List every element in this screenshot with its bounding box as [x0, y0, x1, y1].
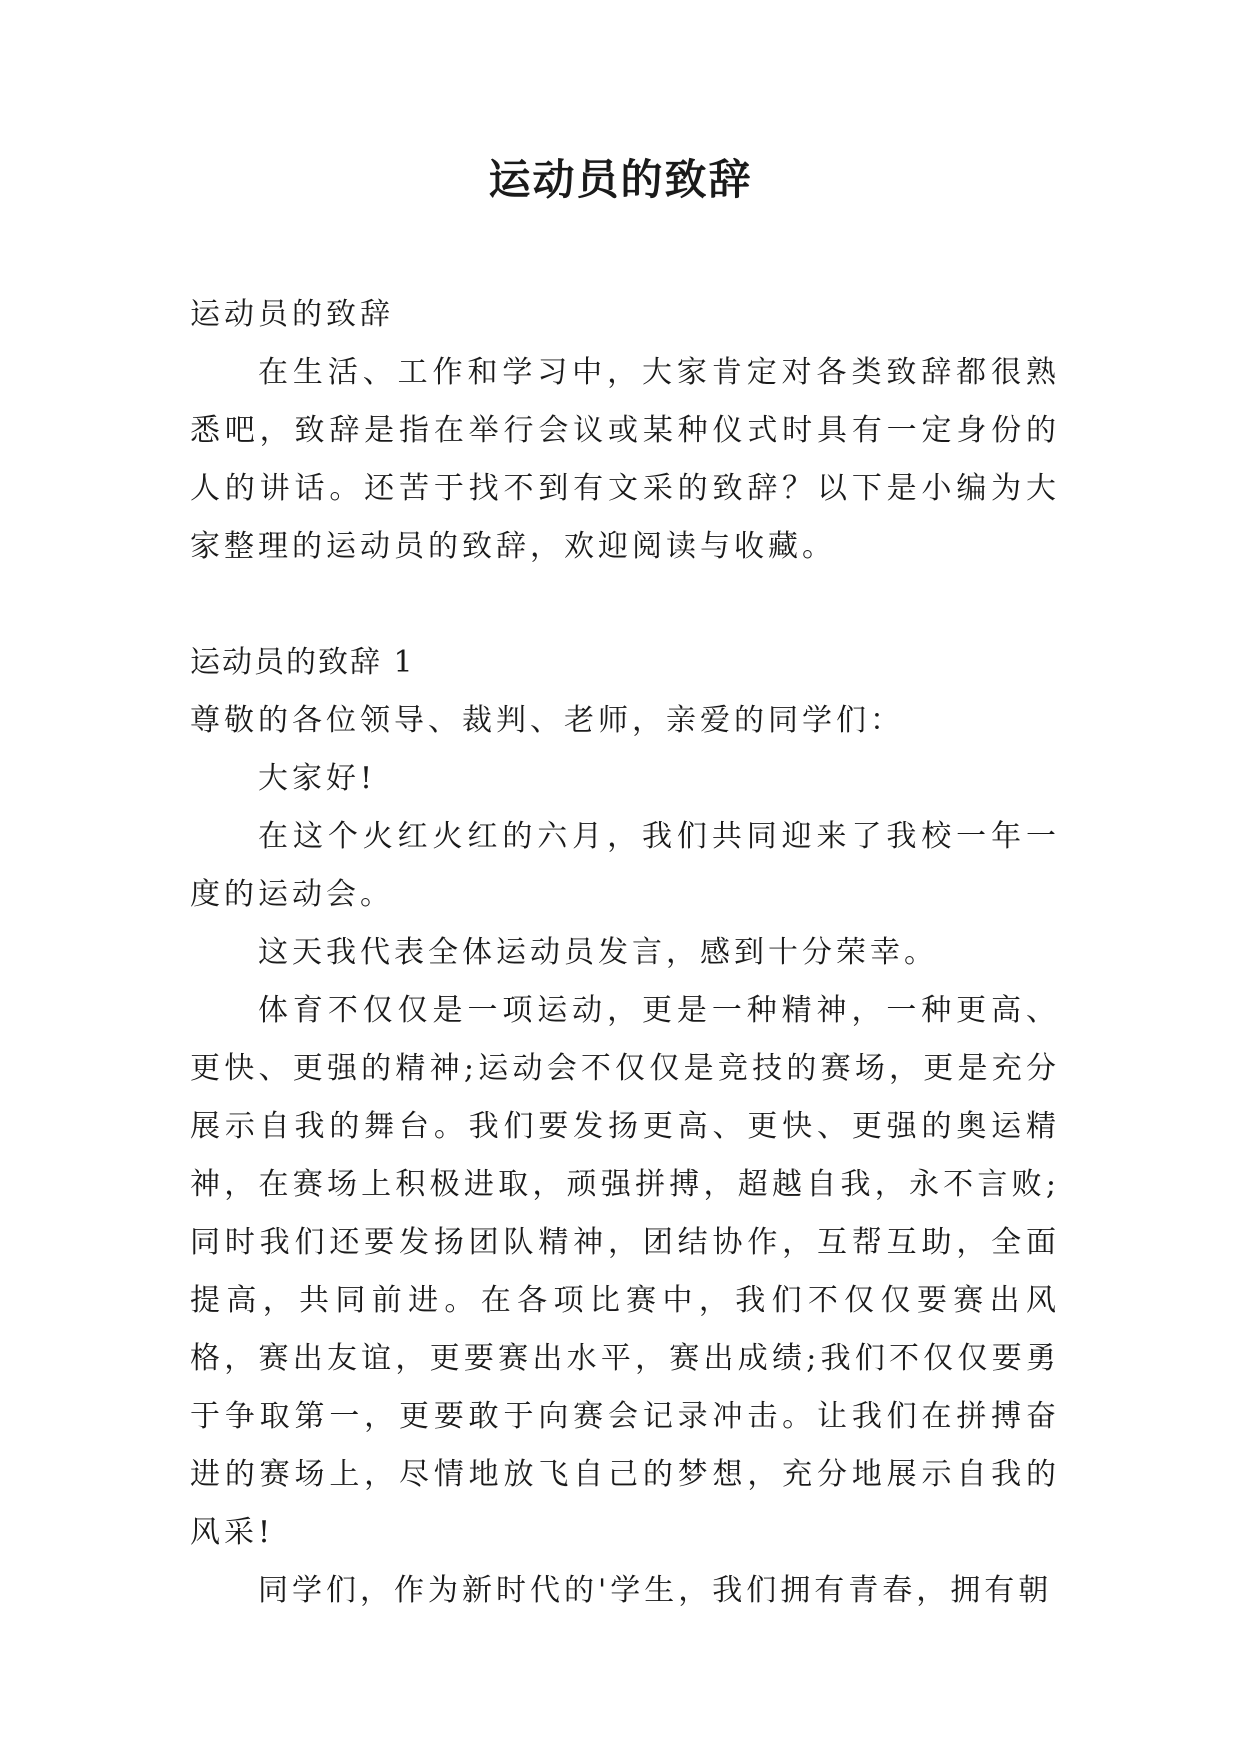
intro-paragraph: 在生活、工作和学习中，大家肯定对各类致辞都很熟悉吧，致辞是指在举行会议或某种仪式时具有一定身份的人的讲话。还苦于找不到有文采的致辞？以下是小编为大家整理的运动员的致辞，欢迎阅读与收藏。 [190, 355, 1060, 564]
paragraph: 体育不仅仅是一项运动，更是一种精神，一种更高、更快、更强的精神;运动会不仅仅是竞技的赛场，更是充分展示自我的舞台。我们要发扬更高、更快、更强的奥运精神，在赛场上积极进取，顽强拼搏，超越自我，永不言败;同时我们还要发扬团队精神，团结协作，互帮互助，全面提高，共同前进。在各项比赛中，我们不仅仅要赛出风格，赛出友谊，更要赛出水平，赛出成绩;我们不仅仅要勇于争取第一，更要敢于向赛会记录冲击。让我们在拼搏奋进的赛场上，尽情地放飞自己的梦想，充分地展示自我的风采! [190, 993, 1060, 1550]
paragraph: 在这个火红火红的六月，我们共同迎来了我校一年一度的运动会。 [190, 819, 1060, 912]
salutation: 尊敬的各位领导、裁判、老师，亲爱的同学们： [190, 703, 904, 738]
greeting: 大家好! [258, 761, 377, 796]
document-body [190, 286, 1060, 1620]
paragraph: 同学们，作为新时代的'学生，我们拥有青春，拥有朝 [258, 1573, 1053, 1608]
page-title: 运动员的致辞 [488, 155, 753, 204]
paragraph: 这天我代表全体运动员发言，感到十分荣幸。 [258, 935, 938, 970]
paragraph-gap [190, 576, 1060, 634]
section-heading: 运动员的致辞 1 [190, 645, 415, 680]
document-subtitle: 运动员的致辞 [190, 297, 394, 332]
